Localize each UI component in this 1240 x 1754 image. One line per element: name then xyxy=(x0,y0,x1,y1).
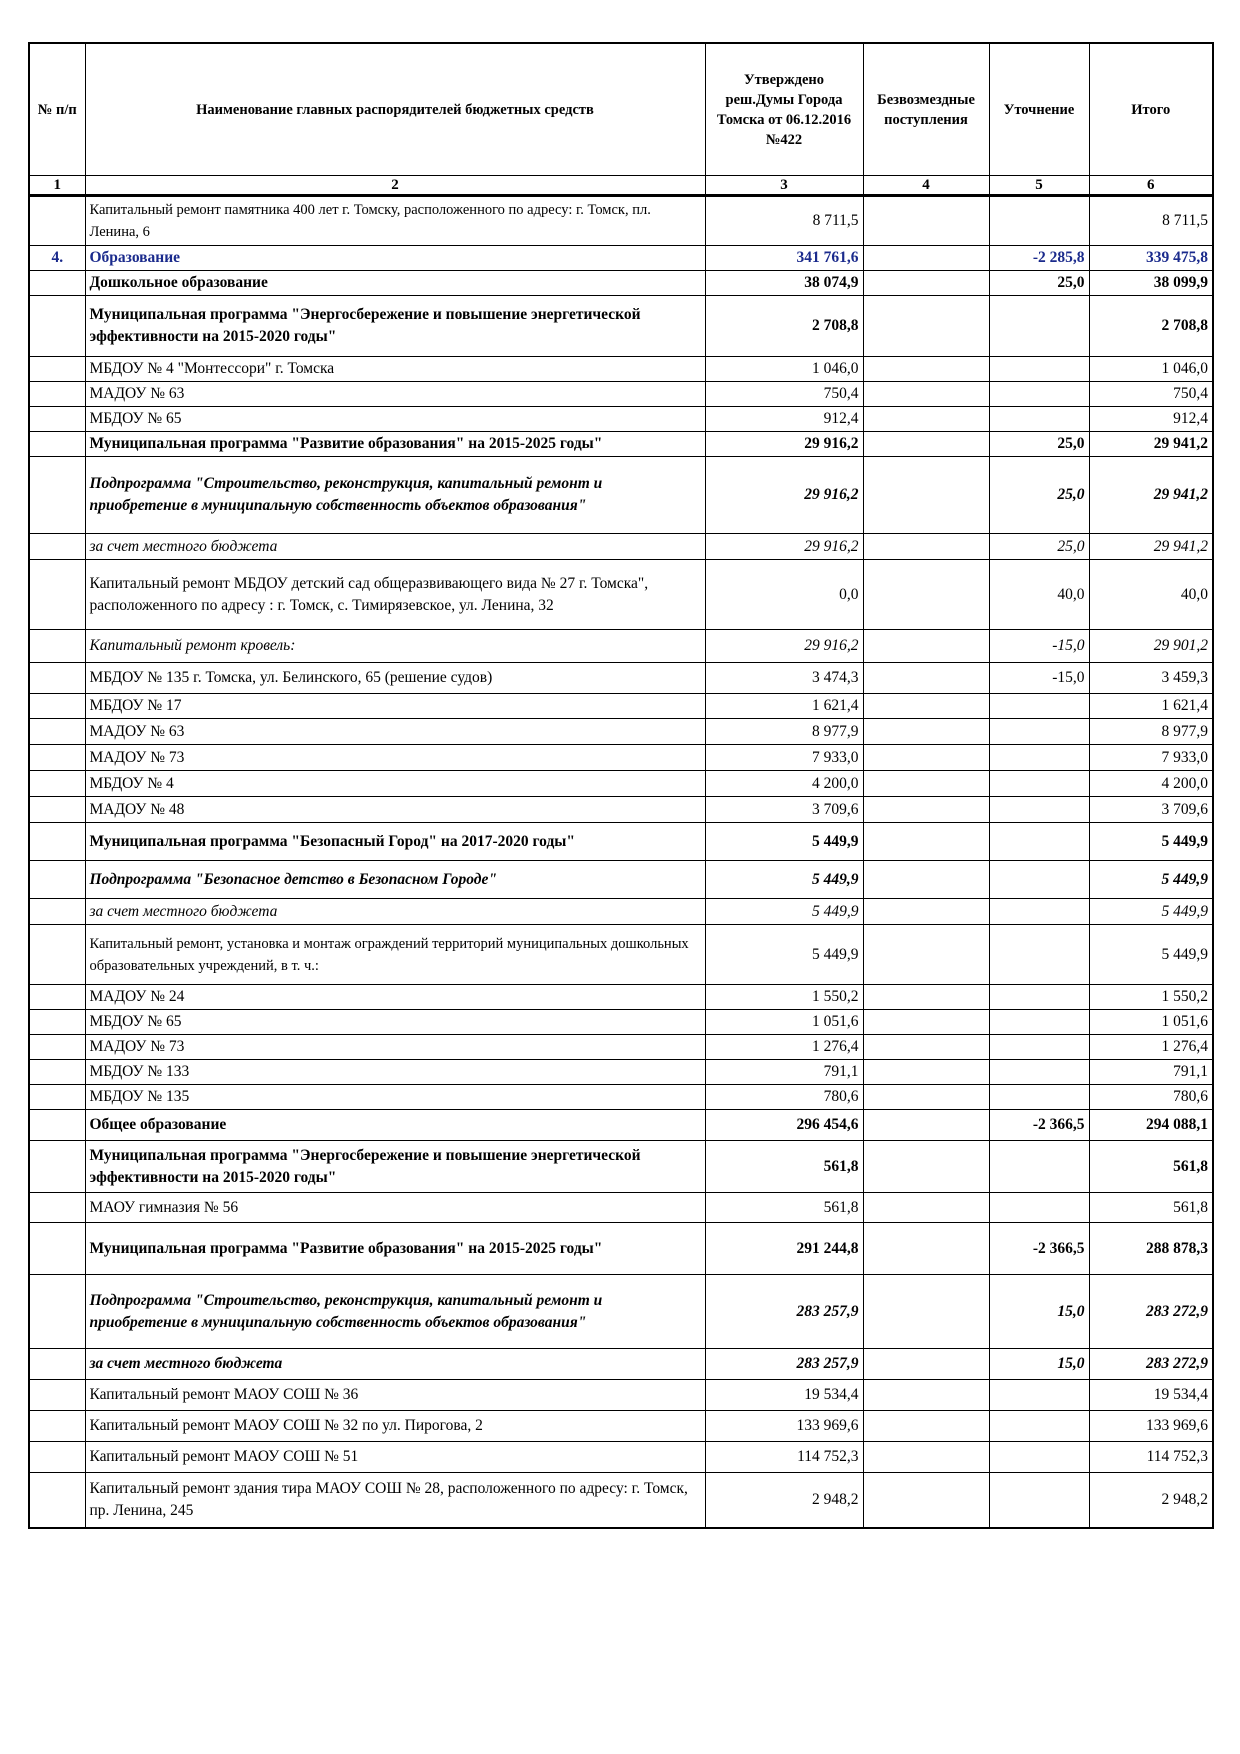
table-row xyxy=(29,432,1213,457)
table-row xyxy=(29,1060,1213,1085)
row-name: Подпрограмма "Безопасное детство в Безопасном Городе" xyxy=(85,861,705,899)
row-number xyxy=(29,1035,85,1060)
row-number xyxy=(29,1473,85,1528)
row-name: Капитальный ремонт МАОУ СОШ № 36 xyxy=(85,1380,705,1411)
row-name: Муниципальная программа "Развитие образования" на 2015-2025 годы" xyxy=(85,432,705,457)
row-total: 29 941,2 xyxy=(1089,534,1213,560)
row-total: 8 977,9 xyxy=(1089,719,1213,745)
row-name: Капитальный ремонт кровель: xyxy=(85,630,705,663)
row-name: МАДОУ № 63 xyxy=(85,719,705,745)
row-total: 283 272,9 xyxy=(1089,1349,1213,1380)
table-row xyxy=(29,560,1213,630)
table-row xyxy=(29,1223,1213,1275)
row-total: 29 941,2 xyxy=(1089,457,1213,534)
table-row xyxy=(29,296,1213,357)
row-total: 294 088,1 xyxy=(1089,1110,1213,1141)
row-number xyxy=(29,985,85,1010)
row-grants xyxy=(863,925,989,985)
table-row xyxy=(29,663,1213,694)
table-row xyxy=(29,925,1213,985)
row-grants xyxy=(863,1141,989,1193)
row-approved: 133 969,6 xyxy=(705,1411,863,1442)
table-row xyxy=(29,382,1213,407)
row-total: 912,4 xyxy=(1089,407,1213,432)
row-grants xyxy=(863,196,989,246)
row-name: Муниципальная программа "Развитие образования" на 2015-2025 годы" xyxy=(85,1223,705,1275)
table-row xyxy=(29,1349,1213,1380)
row-total: 283 272,9 xyxy=(1089,1275,1213,1349)
row-grants xyxy=(863,797,989,823)
row-clarification xyxy=(989,382,1089,407)
row-clarification xyxy=(989,357,1089,382)
row-number xyxy=(29,663,85,694)
table-row xyxy=(29,246,1213,271)
table-row xyxy=(29,1110,1213,1141)
row-name: за счет местного бюджета xyxy=(85,899,705,925)
row-approved: 1 550,2 xyxy=(705,985,863,1010)
row-grants xyxy=(863,1473,989,1528)
row-name: Образование xyxy=(85,246,705,271)
table-row xyxy=(29,1010,1213,1035)
row-clarification xyxy=(989,823,1089,861)
row-grants xyxy=(863,663,989,694)
row-approved: 1 046,0 xyxy=(705,357,863,382)
row-approved: 5 449,9 xyxy=(705,823,863,861)
row-number xyxy=(29,407,85,432)
row-name: Муниципальная программа "Энергосбережение и повышение энергетической эффективности на 2015-2020 годы" xyxy=(85,296,705,357)
row-approved: 561,8 xyxy=(705,1193,863,1223)
row-total: 3 709,6 xyxy=(1089,797,1213,823)
table-row xyxy=(29,271,1213,296)
row-approved: 3 709,6 xyxy=(705,797,863,823)
table-row xyxy=(29,1141,1213,1193)
row-name: Подпрограмма "Строительство, реконструкция, капитальный ремонт и приобретение в муниципальную собственность объектов образования" xyxy=(85,457,705,534)
row-name: МАДОУ № 73 xyxy=(85,745,705,771)
column-index: 5 xyxy=(989,176,1089,196)
row-name: МАДОУ № 48 xyxy=(85,797,705,823)
row-number xyxy=(29,457,85,534)
table-row xyxy=(29,1473,1213,1528)
table-row xyxy=(29,1085,1213,1110)
row-number xyxy=(29,861,85,899)
row-number xyxy=(29,1085,85,1110)
row-total: 8 711,5 xyxy=(1089,196,1213,246)
table-row xyxy=(29,1275,1213,1349)
row-name: Дошкольное образование xyxy=(85,271,705,296)
row-grants xyxy=(863,630,989,663)
column-index: 2 xyxy=(85,176,705,196)
table-row xyxy=(29,457,1213,534)
row-clarification xyxy=(989,296,1089,357)
budget-table xyxy=(28,42,1214,1529)
table-row xyxy=(29,985,1213,1010)
row-name: Муниципальная программа "Энергосбережение и повышение энергетической эффективности на 2015-2020 годы" xyxy=(85,1141,705,1193)
row-number xyxy=(29,925,85,985)
row-approved: 0,0 xyxy=(705,560,863,630)
row-approved: 291 244,8 xyxy=(705,1223,863,1275)
row-clarification: -2 366,5 xyxy=(989,1110,1089,1141)
table-row xyxy=(29,196,1213,246)
row-approved: 29 916,2 xyxy=(705,432,863,457)
row-approved: 5 449,9 xyxy=(705,899,863,925)
row-number xyxy=(29,1380,85,1411)
row-number xyxy=(29,899,85,925)
row-approved: 2 708,8 xyxy=(705,296,863,357)
table-row xyxy=(29,694,1213,719)
row-clarification xyxy=(989,1085,1089,1110)
row-clarification xyxy=(989,745,1089,771)
row-number xyxy=(29,694,85,719)
row-grants xyxy=(863,357,989,382)
row-approved: 29 916,2 xyxy=(705,630,863,663)
row-total: 2 708,8 xyxy=(1089,296,1213,357)
row-name: МБДОУ № 65 xyxy=(85,1010,705,1035)
row-grants xyxy=(863,1223,989,1275)
row-name: МАДОУ № 24 xyxy=(85,985,705,1010)
row-approved: 5 449,9 xyxy=(705,861,863,899)
row-number xyxy=(29,382,85,407)
row-approved: 4 200,0 xyxy=(705,771,863,797)
row-grants xyxy=(863,1193,989,1223)
row-clarification xyxy=(989,899,1089,925)
row-total: 750,4 xyxy=(1089,382,1213,407)
row-total: 5 449,9 xyxy=(1089,899,1213,925)
row-name: МАДОУ № 63 xyxy=(85,382,705,407)
row-name: Муниципальная программа "Безопасный Город" на 2017-2020 годы" xyxy=(85,823,705,861)
row-number xyxy=(29,823,85,861)
row-grants xyxy=(863,432,989,457)
row-clarification xyxy=(989,985,1089,1010)
header-grants: Безвозмездные поступления xyxy=(863,43,989,176)
row-approved: 1 621,4 xyxy=(705,694,863,719)
row-clarification: 40,0 xyxy=(989,560,1089,630)
row-clarification xyxy=(989,719,1089,745)
row-approved: 791,1 xyxy=(705,1060,863,1085)
row-number xyxy=(29,357,85,382)
row-grants xyxy=(863,271,989,296)
table-row xyxy=(29,899,1213,925)
row-total: 19 534,4 xyxy=(1089,1380,1213,1411)
row-clarification xyxy=(989,1473,1089,1528)
row-total: 1 046,0 xyxy=(1089,357,1213,382)
row-grants xyxy=(863,560,989,630)
row-clarification xyxy=(989,196,1089,246)
row-name: МБДОУ № 133 xyxy=(85,1060,705,1085)
row-grants xyxy=(863,1110,989,1141)
table-row xyxy=(29,534,1213,560)
row-name: МАОУ гимназия № 56 xyxy=(85,1193,705,1223)
column-index: 6 xyxy=(1089,176,1213,196)
row-number xyxy=(29,534,85,560)
row-name: МБДОУ № 135 г. Томска, ул. Белинского, 65 (решение судов) xyxy=(85,663,705,694)
row-clarification: 25,0 xyxy=(989,457,1089,534)
row-name: Капитальный ремонт здания тира МАОУ СОШ № 28, расположенного по адресу: г. Томск, пр. Ленина, 245 xyxy=(85,1473,705,1528)
row-grants xyxy=(863,771,989,797)
row-name: Капитальный ремонт МАОУ СОШ № 51 xyxy=(85,1442,705,1473)
row-total: 7 933,0 xyxy=(1089,745,1213,771)
row-name: МАДОУ № 73 xyxy=(85,1035,705,1060)
row-clarification: -2 366,5 xyxy=(989,1223,1089,1275)
row-grants xyxy=(863,1411,989,1442)
row-number xyxy=(29,1275,85,1349)
header-name: Наименование главных распорядителей бюджетных средств xyxy=(85,43,705,176)
row-number xyxy=(29,1442,85,1473)
row-name: Общее образование xyxy=(85,1110,705,1141)
row-approved: 8 977,9 xyxy=(705,719,863,745)
row-number xyxy=(29,432,85,457)
row-clarification xyxy=(989,1411,1089,1442)
row-grants xyxy=(863,1380,989,1411)
row-total: 29 941,2 xyxy=(1089,432,1213,457)
table-row xyxy=(29,1035,1213,1060)
row-name: МБДОУ № 17 xyxy=(85,694,705,719)
row-clarification xyxy=(989,407,1089,432)
row-total: 3 459,3 xyxy=(1089,663,1213,694)
row-approved: 8 711,5 xyxy=(705,196,863,246)
row-clarification: 25,0 xyxy=(989,432,1089,457)
row-grants xyxy=(863,694,989,719)
row-clarification: 25,0 xyxy=(989,534,1089,560)
row-approved: 561,8 xyxy=(705,1141,863,1193)
table-row xyxy=(29,771,1213,797)
row-grants xyxy=(863,719,989,745)
row-grants xyxy=(863,1010,989,1035)
row-total: 780,6 xyxy=(1089,1085,1213,1110)
row-clarification xyxy=(989,1380,1089,1411)
table-row xyxy=(29,1380,1213,1411)
row-clarification xyxy=(989,694,1089,719)
row-clarification xyxy=(989,1035,1089,1060)
row-total: 2 948,2 xyxy=(1089,1473,1213,1528)
row-approved: 29 916,2 xyxy=(705,534,863,560)
row-approved: 19 534,4 xyxy=(705,1380,863,1411)
table-header xyxy=(29,43,1213,196)
row-name: МБДОУ № 4 xyxy=(85,771,705,797)
row-name: МБДОУ № 65 xyxy=(85,407,705,432)
table-row xyxy=(29,1442,1213,1473)
row-clarification: 15,0 xyxy=(989,1275,1089,1349)
row-number xyxy=(29,797,85,823)
row-grants xyxy=(863,1035,989,1060)
row-total: 5 449,9 xyxy=(1089,861,1213,899)
table-row xyxy=(29,719,1213,745)
row-grants xyxy=(863,1349,989,1380)
row-total: 1 051,6 xyxy=(1089,1010,1213,1035)
row-number xyxy=(29,719,85,745)
row-approved: 296 454,6 xyxy=(705,1110,863,1141)
row-approved: 341 761,6 xyxy=(705,246,863,271)
row-grants xyxy=(863,457,989,534)
row-number xyxy=(29,745,85,771)
row-name: за счет местного бюджета xyxy=(85,534,705,560)
row-number xyxy=(29,1411,85,1442)
row-grants xyxy=(863,1060,989,1085)
row-number: 4. xyxy=(29,246,85,271)
row-number xyxy=(29,1110,85,1141)
row-number xyxy=(29,771,85,797)
row-grants xyxy=(863,823,989,861)
row-total: 1 621,4 xyxy=(1089,694,1213,719)
row-total: 561,8 xyxy=(1089,1141,1213,1193)
row-clarification xyxy=(989,925,1089,985)
row-name: за счет местного бюджета xyxy=(85,1349,705,1380)
row-clarification xyxy=(989,771,1089,797)
row-grants xyxy=(863,861,989,899)
row-clarification: 25,0 xyxy=(989,271,1089,296)
row-total: 40,0 xyxy=(1089,560,1213,630)
row-grants xyxy=(863,745,989,771)
row-approved: 114 752,3 xyxy=(705,1442,863,1473)
table-row xyxy=(29,357,1213,382)
column-index: 4 xyxy=(863,176,989,196)
row-approved: 1 051,6 xyxy=(705,1010,863,1035)
row-approved: 5 449,9 xyxy=(705,925,863,985)
row-approved: 29 916,2 xyxy=(705,457,863,534)
row-number xyxy=(29,1193,85,1223)
row-number xyxy=(29,1060,85,1085)
row-number xyxy=(29,1141,85,1193)
table-row xyxy=(29,823,1213,861)
row-clarification xyxy=(989,1141,1089,1193)
row-number xyxy=(29,196,85,246)
row-total: 4 200,0 xyxy=(1089,771,1213,797)
table-row xyxy=(29,630,1213,663)
row-grants xyxy=(863,407,989,432)
row-approved: 3 474,3 xyxy=(705,663,863,694)
row-total: 5 449,9 xyxy=(1089,925,1213,985)
table-row xyxy=(29,797,1213,823)
row-number xyxy=(29,630,85,663)
row-clarification: 15,0 xyxy=(989,1349,1089,1380)
row-approved: 7 933,0 xyxy=(705,745,863,771)
header-clarification: Уточнение xyxy=(989,43,1089,176)
header-num: № п/п xyxy=(29,43,85,176)
row-approved: 1 276,4 xyxy=(705,1035,863,1060)
row-name: Подпрограмма "Строительство, реконструкция, капитальный ремонт и приобретение в муниципальную собственность объектов образования" xyxy=(85,1275,705,1349)
row-total: 133 969,6 xyxy=(1089,1411,1213,1442)
row-name: Капитальный ремонт МБДОУ детский сад общеразвивающего вида № 27 г. Томска", расположенного по адресу : г. Томск, с. Тимирязевское, ул. Ленина, 32 xyxy=(85,560,705,630)
row-grants xyxy=(863,1442,989,1473)
row-grants xyxy=(863,246,989,271)
row-grants xyxy=(863,382,989,407)
row-number xyxy=(29,1010,85,1035)
row-number xyxy=(29,296,85,357)
row-grants xyxy=(863,985,989,1010)
header-total: Итого xyxy=(1089,43,1213,176)
row-grants xyxy=(863,534,989,560)
row-clarification: -15,0 xyxy=(989,630,1089,663)
row-number xyxy=(29,1223,85,1275)
table-row xyxy=(29,1411,1213,1442)
row-total: 114 752,3 xyxy=(1089,1442,1213,1473)
row-approved: 38 074,9 xyxy=(705,271,863,296)
row-approved: 2 948,2 xyxy=(705,1473,863,1528)
row-total: 29 901,2 xyxy=(1089,630,1213,663)
row-approved: 283 257,9 xyxy=(705,1349,863,1380)
row-grants xyxy=(863,296,989,357)
row-number xyxy=(29,1349,85,1380)
row-clarification xyxy=(989,1442,1089,1473)
row-clarification xyxy=(989,861,1089,899)
row-name: Капитальный ремонт, установка и монтаж ограждений территорий муниципальных дошкольных образовательных учреждений, в т. ч.: xyxy=(85,925,705,985)
row-number xyxy=(29,271,85,296)
row-approved: 283 257,9 xyxy=(705,1275,863,1349)
row-total: 339 475,8 xyxy=(1089,246,1213,271)
row-clarification xyxy=(989,1193,1089,1223)
column-index: 3 xyxy=(705,176,863,196)
table-row xyxy=(29,407,1213,432)
row-total: 791,1 xyxy=(1089,1060,1213,1085)
table-body xyxy=(29,196,1213,1528)
row-total: 5 449,9 xyxy=(1089,823,1213,861)
column-index: 1 xyxy=(29,176,85,196)
row-approved: 750,4 xyxy=(705,382,863,407)
row-grants xyxy=(863,899,989,925)
row-clarification: -15,0 xyxy=(989,663,1089,694)
row-grants xyxy=(863,1275,989,1349)
row-clarification xyxy=(989,1060,1089,1085)
row-total: 1 276,4 xyxy=(1089,1035,1213,1060)
table-row xyxy=(29,745,1213,771)
row-name: Капитальный ремонт МАОУ СОШ № 32 по ул. Пирогова, 2 xyxy=(85,1411,705,1442)
row-name: МБДОУ № 4 "Монтессори" г. Томска xyxy=(85,357,705,382)
row-name: Капитальный ремонт памятника 400 лет г. Томску, расположенного по адресу: г. Томск, пл. Ленина, 6 xyxy=(85,196,705,246)
row-clarification xyxy=(989,797,1089,823)
row-number xyxy=(29,560,85,630)
table-row xyxy=(29,1193,1213,1223)
row-clarification: -2 285,8 xyxy=(989,246,1089,271)
row-total: 1 550,2 xyxy=(1089,985,1213,1010)
row-grants xyxy=(863,1085,989,1110)
header-approved: Утверждено реш.Думы Города Томска от 06.12.2016 №422 xyxy=(705,43,863,176)
row-clarification xyxy=(989,1010,1089,1035)
row-total: 38 099,9 xyxy=(1089,271,1213,296)
row-approved: 780,6 xyxy=(705,1085,863,1110)
row-name: МБДОУ № 135 xyxy=(85,1085,705,1110)
row-total: 288 878,3 xyxy=(1089,1223,1213,1275)
row-total: 561,8 xyxy=(1089,1193,1213,1223)
row-approved: 912,4 xyxy=(705,407,863,432)
table-row xyxy=(29,861,1213,899)
